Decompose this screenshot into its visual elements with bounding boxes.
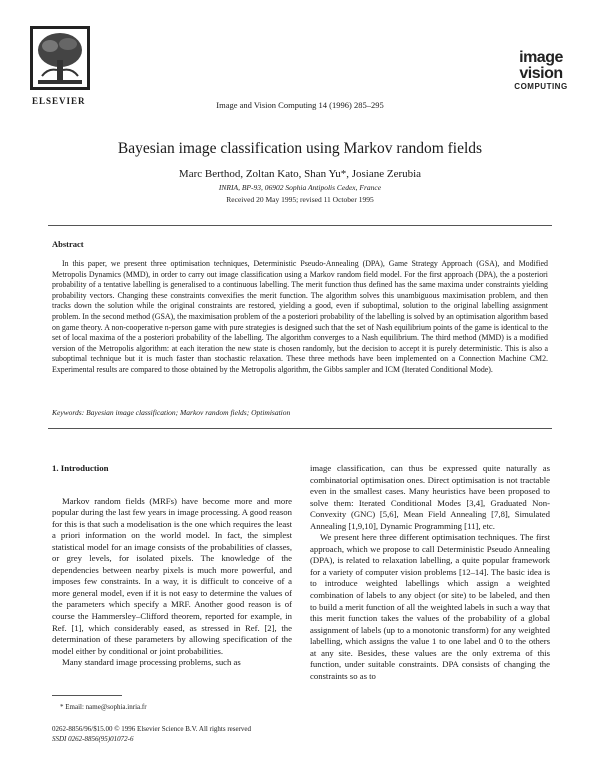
divider-bottom [48, 428, 552, 429]
paragraph: image classification, can thus be expressed quite naturally as combinatorial optimisation ones. Direct optimisation is not tractable even in the smallest cases. Many heuristics have been proposed to solve them: Iterated Conditional Modes [3,4], Graduated Non-Convexity (GNC) [5,6], Mean Field Annealing [7,8], Simulated Annealing [1,9,10], Dynamic Programming [11], etc. [310, 463, 550, 531]
paragraph: Markov random fields (MRFs) have become more and more popular during the last few years in image processing. A good reason for this is that such a modelisation is the one which requires the least a priori information on the world model. In fact, the simplest statistical model for an image consists of the probabilities of classes, or grey levels, for isolated pixels. The knowledge of the dependencies between nearby pixels is much more powerful, and imposes few constraints. In a way, it is difficult to conceive of a more general model, even if it is not easy to determine the values of the parameters which specify a MRF. Another good reason is of course the Hammersley–Clifford theorem, reported for example, in Ref. [1], which considerably eased, as stressed in Ref. [2], the determination of these parameters by allowing specification of the model either by conditional or joint probabilities. [52, 495, 292, 656]
divider-top [48, 225, 552, 226]
left-column [52, 463, 292, 669]
elsevier-tree-logo [30, 26, 90, 90]
logo-word-image: image [519, 49, 563, 66]
received-dates: Received 20 May 1995; revised 11 October 1995 [226, 195, 374, 204]
copyright-line: 0262-8856/96/$15.00 © 1996 Elsevier Science B.V. All rights reserved [52, 725, 252, 733]
image-vision-computing-logo [506, 50, 576, 114]
author-list: Marc Berthod, Zoltan Kato, Shan Yu*, Josiane Zerubia [178, 168, 422, 180]
footnote-email: * Email: name@sophia.inria.fr [60, 703, 147, 711]
paragraph: Many standard image processing problems, such as [62, 657, 241, 668]
paragraph: We present here three different optimisation techniques. The first approach, which we propose to call Deterministic Pseudo Annealing (DPA), is related to relaxation labelling, a quite popular framework for a variety of computer vision problems [12–14]. The basic idea is to introduce weighted labellings which assign a weighted combination of labels to any object (or site) to be labeled, and then to build a merit function of all the weighted labels in such a way that this merit function takes the values of the probability of a global assignment of labels (up to a monotonic transform) for any weighted labelling, which assigns the value 1 to one label and 0 to the others at any site. Besides, these values are the only extrema of this function, under suitable constraints. DPA consists of changing the constraints so as to [310, 532, 550, 681]
ssdi-line: SSDI 0262-8856(95)01072-6 [52, 735, 134, 743]
abstract-heading: Abstract [52, 239, 84, 249]
footnote-divider [52, 695, 122, 696]
logo-word-vision: vision [519, 65, 563, 82]
journal-citation: Image and Vision Computing 14 (1996) 285–295 [216, 100, 384, 110]
paper-title: Bayesian image classification using Markov random fields [117, 140, 483, 157]
abstract-body: In this paper, we present three optimisation techniques, Deterministic Pseudo-Annealing (DPA), Game Strategy Approach (GSA), and Modified Metropolis Dynamics (MMD), in order to carry out image classification using a Markov random field model. For the first approach (DPA), the a posteriori probability of a tentative labelling is generalised to a continuous labelling. The merit function thus defined has the same maxima under constraints yielding probability vectors. Changing these constraints convexifies the merit function. The algorithm solves this unambiguous maximisation problem, and then tracks down the solution while the original constraints are restored, yielding a good, even if suboptimal, solution to the original labelling assignment problem. In the second method (GSA), the maximisation problem of the a posteriori probability of the labelling is solved by an optimisation algorithm based on game theory. A non-cooperative n-person game with pure strategies is designed such that the set of Nash equilibrium points of the game is identical to the set of local maxima of the a posteriori probability of the labelling. The algorithm converges to a Nash equilibrium. The third method (MMD) is a modified version of the Metropolis algorithm: at each iteration the new state is chosen randomly, but the decision to accept it is purely deterministic. This is also a suboptimal technique but it is much faster than stochastic relaxation. These three methods have been implemented on a Connection Machine CM2. Experimental results are compared to those obtained by the Metropolis algorithm, the Gibbs sampler and ICM (Iterated Conditional Mode). [52, 259, 548, 374]
copyright-block [52, 724, 251, 744]
affiliation: INRIA, BP-93, 06902 Sophia Antipolis Cedex, France [218, 183, 382, 192]
right-column [310, 463, 550, 682]
logo-word-computing: COMPUTING [514, 82, 568, 91]
publisher-name: ELSEVIER [32, 96, 86, 106]
keywords: Keywords: Bayesian image classification; Markov random fields; Optimisation [52, 408, 291, 417]
section-heading-introduction: 1. Introduction [52, 463, 109, 473]
